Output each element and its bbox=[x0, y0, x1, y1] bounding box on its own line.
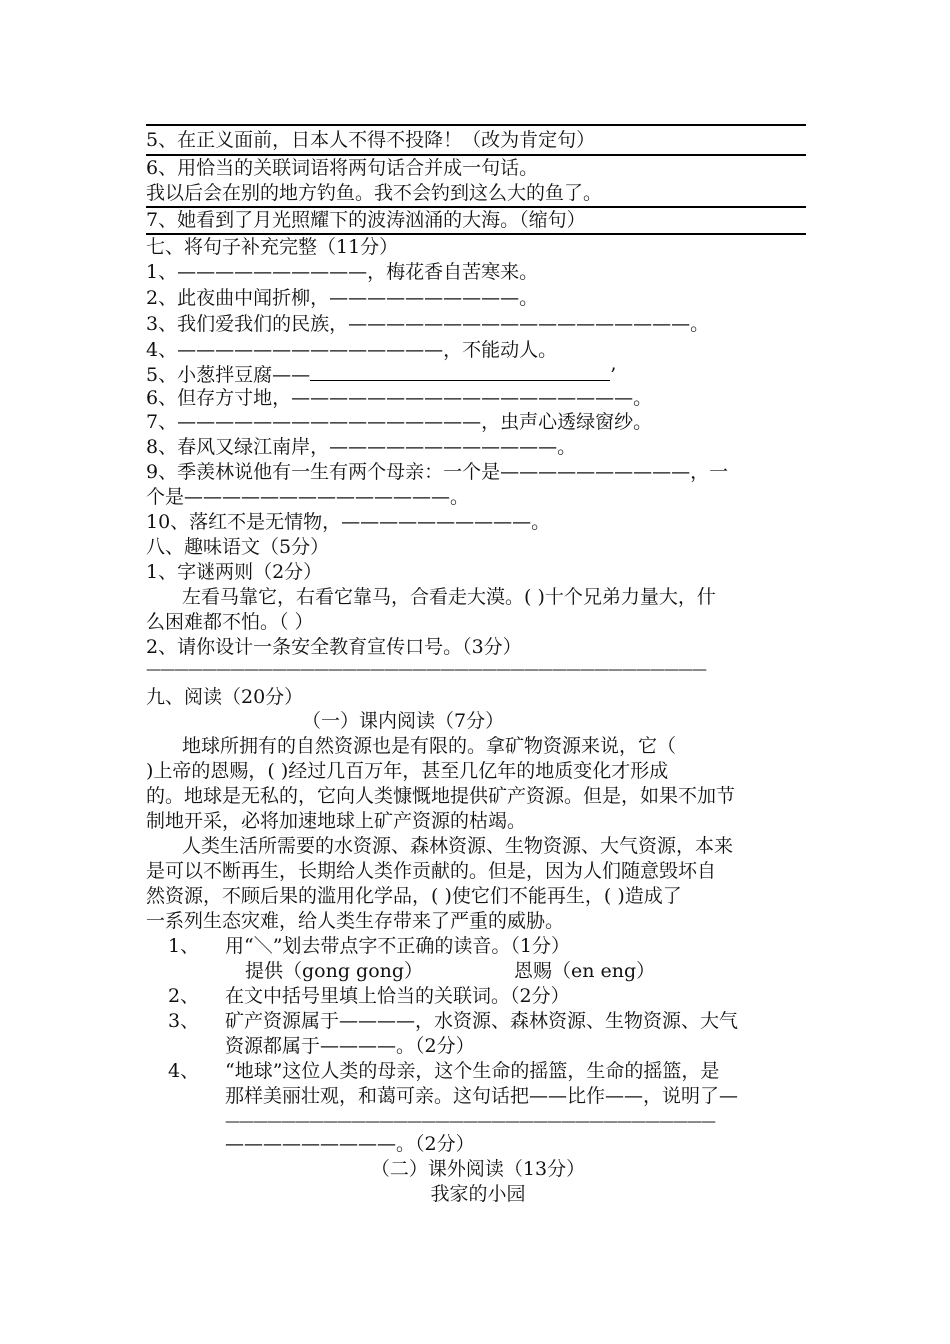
question-6-5: 5、在正义面前，日本人不得不投降！（改为肯定句） bbox=[146, 129, 596, 151]
fill-item-tail: ’ bbox=[610, 364, 617, 386]
question-6-6-sentences: 我以后会在别的地方钓鱼。我不会钓到这么大的鱼了。 bbox=[146, 182, 603, 204]
answer-line bbox=[146, 124, 806, 126]
story-title: 我家的小园 bbox=[430, 1183, 526, 1205]
passage-line: 然资源，不顾后果的滥用化学品，( )使它们不能再生，( )造成了 bbox=[146, 885, 682, 907]
section-7-heading: 七、将句子补充完整（11分） bbox=[146, 236, 399, 258]
section-9-heading: 九、阅读（20分） bbox=[146, 686, 304, 708]
question-number: 3、 bbox=[168, 1010, 200, 1032]
reading-question: “地球”这位人类的母亲，这个生命的摇篮，生命的摇篮，是 bbox=[225, 1060, 720, 1082]
fill-item: 4、——————————————，不能动人。 bbox=[146, 339, 558, 361]
pinyin-choice: 恩赐（en eng） bbox=[514, 960, 656, 982]
fill-item: 7、————————————————，虫声心透绿窗纱。 bbox=[146, 411, 653, 433]
reading-question: 用“＼”划去带点字不正确的读音。（1分） bbox=[225, 935, 571, 957]
reading-question: 在文中括号里填上恰当的关联词。（2分） bbox=[225, 985, 570, 1007]
answer-blank bbox=[310, 362, 610, 381]
question-6-7: 7、她看到了月光照耀下的波涛汹涌的大海。（缩句） bbox=[146, 209, 586, 231]
question-number: 1、 bbox=[168, 935, 200, 957]
passage-line: 的。地球是无私的，它向人类慷慨地提供矿产资源。但是，如果不加节 bbox=[146, 785, 736, 807]
part-2-title: （二）课外阅读（13分） bbox=[370, 1158, 586, 1180]
passage-line: 人类生活所需要的水资源、森林资源、生物资源、大气资源，本来 bbox=[182, 835, 734, 857]
riddle-text: 左看马靠它，右看它靠马，合看走大漠。( )十个兄弟力量大，什 bbox=[182, 586, 716, 608]
fill-item-text: 5、小葱拌豆腐—— bbox=[146, 364, 311, 386]
question-6-6: 6、用恰当的关联词语将两句话合并成一句话。 bbox=[146, 157, 539, 179]
question-8-1: 1、字谜两则（2分） bbox=[146, 561, 323, 583]
question-number: 2、 bbox=[168, 985, 200, 1007]
pinyin-choice: 提供（gong gong） bbox=[245, 960, 424, 982]
question-8-2: 2、请你设计一条安全教育宣传口号。（3分） bbox=[146, 636, 522, 658]
answer-dash-line: ———————————————————————————————————————— bbox=[146, 660, 706, 678]
passage-line: 是可以不断再生，长期给人类作贡献的。但是，因为人们随意毁坏自 bbox=[146, 860, 717, 882]
fill-item: 2、此夜曲中闻折柳，——————————。 bbox=[146, 287, 539, 309]
reading-question: 资源都属于————。（2分） bbox=[225, 1035, 475, 1057]
question-number: 4、 bbox=[168, 1060, 200, 1082]
fill-item: 8、春风又绿江南岸，————————————。 bbox=[146, 436, 577, 458]
fill-item: 6、但存方寸地，——————————————————。 bbox=[146, 387, 653, 409]
passage-line: 制地开采，必将加速地球上矿产资源的枯竭。 bbox=[146, 810, 527, 832]
section-8-heading: 八、趣味语文（5分） bbox=[146, 536, 330, 558]
passage-line: 地球所拥有的自然资源也是有限的。拿矿物资源来说，它（ bbox=[182, 735, 677, 757]
fill-item: 3、我们爱我们的民族，——————————————————。 bbox=[146, 313, 710, 335]
reading-question: 矿产资源属于————，水资源、森林资源、生物资源、大气 bbox=[225, 1010, 739, 1032]
fill-item bbox=[146, 362, 810, 387]
reading-question: —————————。（2分） bbox=[225, 1133, 475, 1155]
fill-item: 1、——————————，梅花香自苦寒来。 bbox=[146, 261, 539, 283]
part-1-title: （一）课内阅读（7分） bbox=[302, 710, 505, 732]
reading-question: 那样美丽壮观，和蔼可亲。这句话把——比作——，说明了— bbox=[225, 1085, 739, 1107]
riddle-text: 么困难都不怕。（ ） bbox=[146, 611, 314, 633]
fill-item: 9、季羡林说他有一生有两个母亲：一个是——————————，一 bbox=[146, 461, 729, 483]
fill-item: 个是——————————————。 bbox=[146, 486, 470, 508]
answer-dash-line: ——————————————————————————————————— bbox=[225, 1112, 715, 1130]
passage-line: 一系列生态灾难，给人类生存带来了严重的威胁。 bbox=[146, 910, 565, 932]
fill-item: 10、落红不是无情物，——————————。 bbox=[146, 511, 551, 533]
passage-line: )上帝的恩赐，( )经过几百万年，甚至几亿年的地质变化才形成 bbox=[146, 760, 669, 782]
